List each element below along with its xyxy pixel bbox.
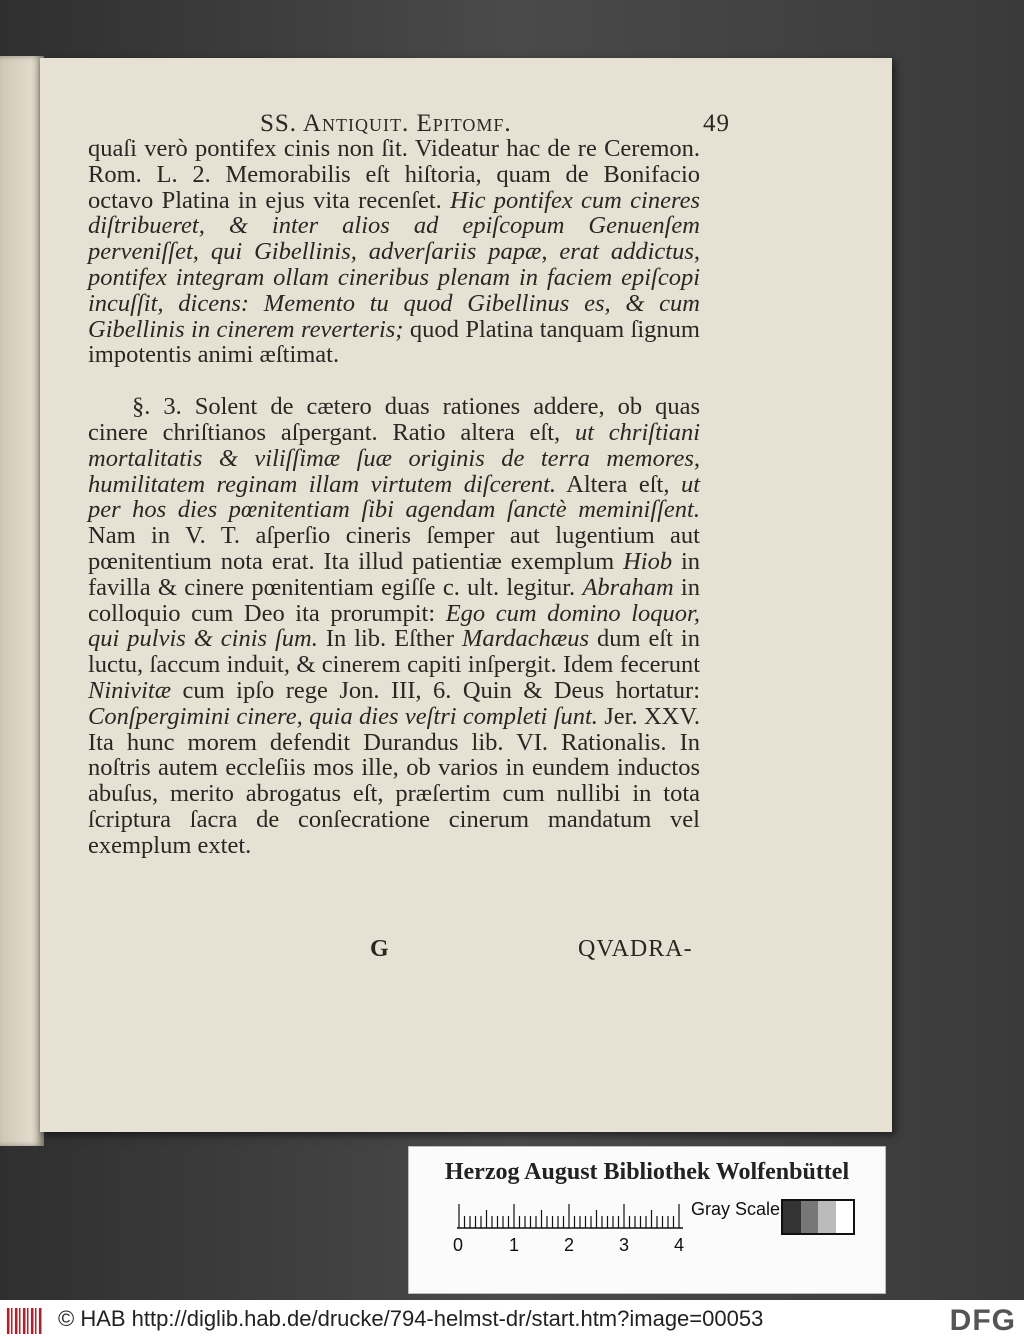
italic-text-run: Conſpergimini cinere, quia dies veſtri completi ſunt.: [88, 702, 598, 730]
signature-mark: G: [370, 936, 389, 962]
ruler-scale: [457, 1201, 683, 1229]
ruler-number: 3: [619, 1235, 630, 1255]
body-text: [88, 136, 700, 859]
image-credit-link[interactable]: © HAB http://diglib.hab.de/drucke/794-helmst-dr/start.htm?image=00053: [58, 1306, 764, 1331]
text-run: §. 3. Solent de cætero duas rationes addere, ob quas cinere chriſtianos aſpergant. Ratio altera eſt,: [88, 393, 700, 446]
book-page: [40, 58, 892, 1132]
text-run: Nam in V. T. aſperſio cineris ſemper aut lugentium aut pœnitentium nota erat. Ita illud patientiæ exemplum: [88, 522, 700, 575]
text-run: in favilla & cinere pœnitentiam egiſſe c. ult. legitur.: [88, 547, 701, 601]
text-run: quaſi verò pontifex cinis non ſit. Videatur hac de re Ceremon. Rom. L. 2. Memorabilis eſt hiſtoria, quam de Bonifacio octavo Platina in ejus vita recenſet.: [88, 135, 700, 214]
italic-text-run: Ninivitæ: [88, 676, 172, 704]
paragraph-2: [88, 394, 700, 858]
ruler-number: 1: [509, 1235, 520, 1255]
ruler-number: 0: [453, 1235, 464, 1255]
text-run: In lib. Eſther: [317, 625, 462, 653]
color-target-card: [408, 1146, 886, 1294]
italic-text-run: Ego cum domino loquor, qui pulvis & cinis ſum.: [88, 599, 700, 653]
gray-swatch: [801, 1201, 819, 1233]
italic-text-run: Hic pontifex cum cineres diſtribueret, & inter alios ad epiſcopum Genuenſem perveniſſet, qui Gibellinis, adverſariis papæ, erat addictus, pontifex integram ollam cineribus plenam in faciem epiſcopi incuſſit, dicens: Memento tu quod Gibellinus es, & cum Gibellinis in cinerem reverteris;: [88, 186, 701, 343]
italic-text-run: Hiob: [623, 547, 673, 575]
paragraph-1: [88, 136, 700, 368]
footer-bar: [0, 1300, 1024, 1342]
text-run: Altera eſt,: [556, 470, 681, 498]
ruler-number: 4: [674, 1235, 685, 1255]
library-barcode-icon: [6, 1306, 42, 1336]
gray-swatch: [783, 1201, 801, 1233]
text-run: in colloquio cum Deo ita prorumpit:: [88, 573, 700, 627]
ruler-number: 2: [564, 1235, 575, 1255]
gray-scale-label: Gray Scale: [691, 1199, 781, 1219]
italic-text-run: Abraham: [582, 573, 674, 601]
library-name: Herzog August Bibliothek Wolfenbüttel: [444, 1159, 850, 1185]
previous-page-edge: [0, 56, 44, 1146]
italic-text-run: Mardachæus: [461, 625, 590, 653]
gray-swatch: [818, 1201, 836, 1233]
text-run: quod Platina tanquam ſignum impotentis animi æſtimat.: [88, 315, 700, 369]
dfg-logo: DFG: [949, 1304, 1016, 1337]
catchword: QVADRA-: [578, 936, 693, 962]
gray-swatch: [836, 1201, 854, 1233]
text-run: cum ipſo rege Jon. III, 6. Quin & Deus hortatur:: [171, 676, 700, 704]
text-run: dum eſt in luctu, ſaccum induit, & cinerem capiti inſpergit. Idem fecerunt: [88, 625, 700, 679]
italic-text-run: ut per hos dies pœnitentiam ſibi agendam ſanctè meminiſſent.: [88, 470, 700, 524]
text-run: Jer. XXV. Ita hunc morem defendit Durandus lib. VI. Rationalis. In noſtris autem eccleſiis mos ille, ob varios in eundem inductos abuſus, merito abrogatus eſt, præſertim cum nullibi in tota ſcriptura ſacra de conſecratione cinerum mandatum vel exemplum extet.: [88, 702, 700, 859]
italic-text-run: ut chriſtiani mortalitatis & viliſſimæ ſuæ originis de terra memores, humilitatem reginam illam virtutem diſcerent.: [88, 418, 700, 498]
gray-scale-swatches: [781, 1199, 855, 1235]
running-head: SS. Antiquit. Epitomf.: [260, 110, 512, 137]
page-number: 49: [703, 110, 730, 137]
